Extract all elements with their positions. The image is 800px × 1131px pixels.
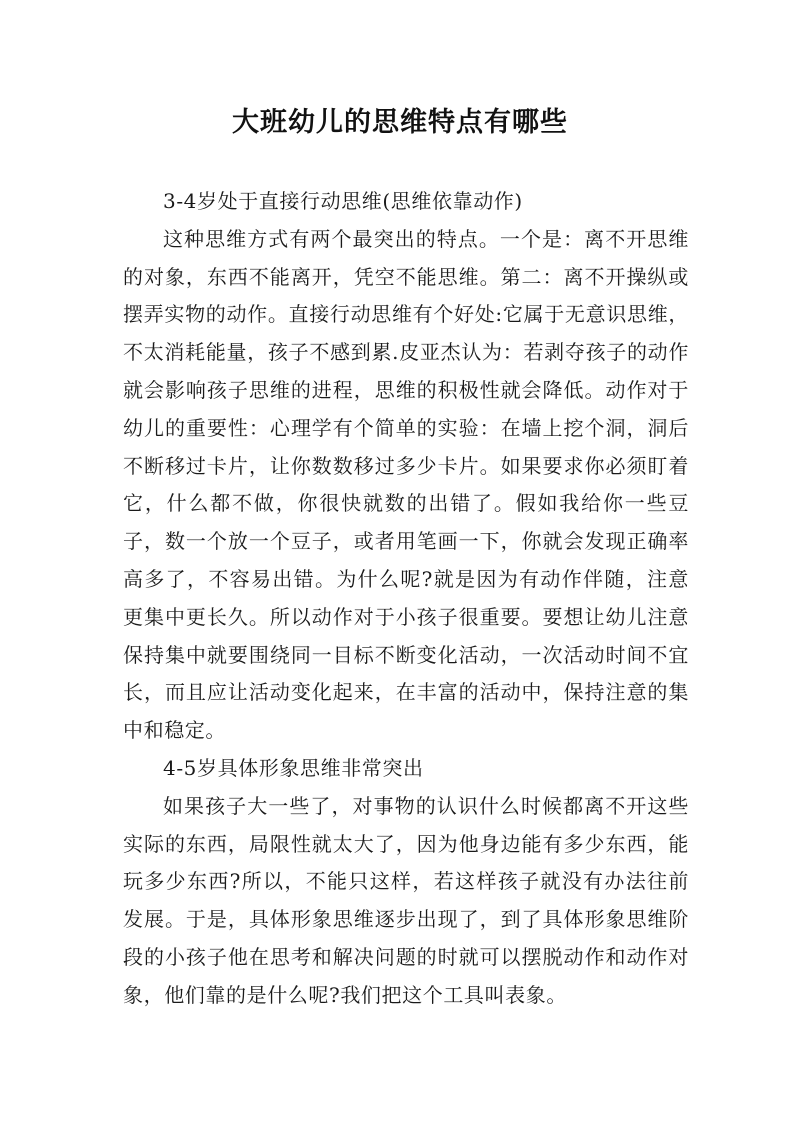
body-paragraph: 这种思维方式有两个最突出的特点。一个是：离不开思维的对象，东西不能离开，凭空不能思维。第二：离不开操纵或摆弄实物的动作。直接行动思维有个好处:它属于无意识思维，不太消耗能量，孩子不感到累.皮亚杰认为：若剥夺孩子的动作就会影响孩子思维的进程，思维的积极性就会降低。动作对于幼儿的重要性：心理学有个简单的实验：在墙上挖个洞，洞后不断移过卡片，让你数数移过多少卡片。如果要求你必须盯着它，什么都不做，你很快就数的出错了。假如我给你一些豆子，数一个放一个豆子，或者用笔画一下，你就会发现正确率高多了，不容易出错。为什么呢?就是因为有动作伴随，注意更集中更长久。所以动作对于小孩子很重要。要想让幼儿注意保持集中就要围绕同一目标不断变化活动，一次活动时间不宜长，而且应让活动变化起来，在丰富的活动中，保持注意的集中和稳定。 bbox=[123, 226, 689, 743]
document-body bbox=[123, 183, 689, 1015]
body-paragraph: 如果孩子大一些了，对事物的认识什么时候都离不开这些实际的东西，局限性就太大了，因为他身边能有多少东西，能玩多少东西?所以，不能只这样，若这样孩子就没有办法往前发展。于是，具体形象思维逐步出现了，到了具体形象思维阶段的小孩子他在思考和解决问题的时就可以摆脱动作和动作对象，他们靠的是什么呢?我们把这个工具叫表象。 bbox=[123, 793, 689, 1007]
section-heading-3-4: 3-4岁处于直接行动思维(思维依靠动作) bbox=[163, 189, 523, 213]
document-title: 大班幼儿的思维特点有哪些 bbox=[232, 107, 568, 138]
section-heading-4-5: 4-5岁具体形象思维非常突出 bbox=[163, 755, 424, 780]
